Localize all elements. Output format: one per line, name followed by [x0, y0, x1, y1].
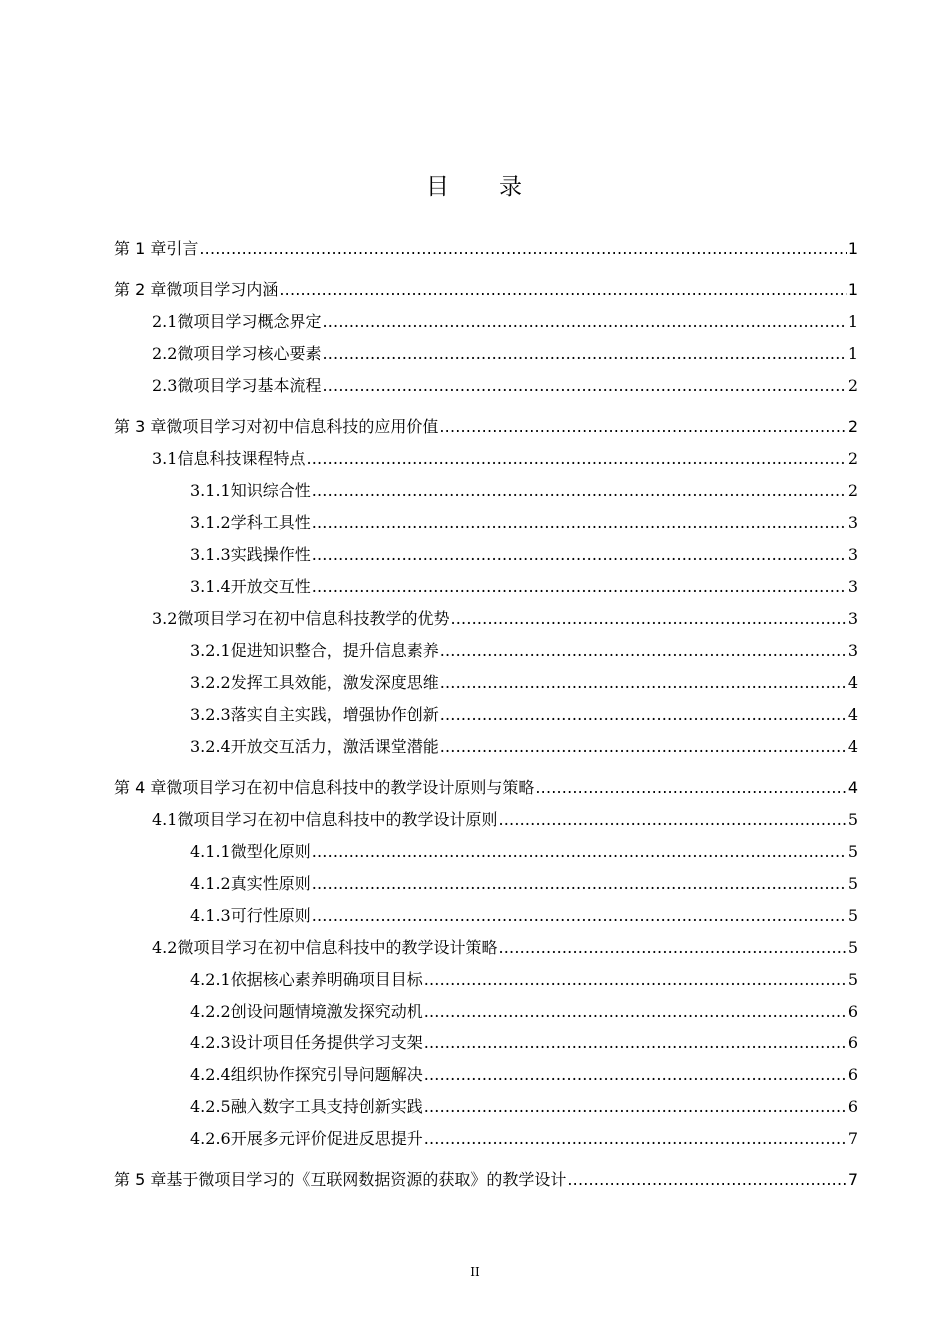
- toc-entry-number: 3.1.2: [190, 513, 231, 532]
- page-footer-number: II: [470, 1265, 480, 1279]
- toc-entry-label: 实践操作性: [230, 545, 311, 564]
- toc-entry-page-number: 3: [847, 609, 858, 628]
- toc-entry-sub[interactable]: [0, 479, 950, 503]
- toc-leader-dots: [312, 904, 847, 928]
- toc-entry-number: 4.2: [152, 938, 178, 957]
- toc-entry-page-number: 4: [847, 705, 858, 724]
- toc-entry-label: 组织协作探究引导问题解决: [230, 1065, 423, 1084]
- toc-entry-page-number: 2: [847, 376, 858, 395]
- toc-entry-page-number: 5: [847, 874, 858, 893]
- toc-leader-dots: [567, 1168, 846, 1192]
- toc-entry-number: 第 1 章: [114, 239, 167, 258]
- toc-entry-number: 3.2.1: [190, 641, 231, 660]
- toc-leader-dots: [322, 342, 846, 366]
- toc-entry-number: 第 5 章: [114, 1170, 167, 1189]
- toc-entry-label: 微项目学习在初中信息科技中的教学设计原则: [177, 810, 498, 829]
- toc-entry-sec[interactable]: [0, 936, 950, 960]
- toc-entry-page-number: 7: [847, 1170, 858, 1189]
- toc-leader-dots: [424, 1095, 847, 1119]
- toc-entry-label: 知识综合性: [230, 481, 311, 500]
- toc-entry-sub[interactable]: [0, 735, 950, 759]
- toc-entry-number: 4.1.2: [190, 874, 231, 893]
- toc-entry-label: 微项目学习核心要素: [177, 344, 322, 363]
- toc-entry-label: 可行性原则: [230, 906, 311, 925]
- toc-entry-label: 学科工具性: [230, 513, 311, 532]
- toc-entry-label: 设计项目任务提供学习支架: [230, 1033, 423, 1052]
- toc-entry-page-number: 5: [847, 810, 858, 829]
- toc-entry-page-number: 1: [847, 312, 858, 331]
- toc-entry-page-number: 5: [847, 938, 858, 957]
- toc-entry-label: 微项目学习内涵: [166, 280, 279, 299]
- toc-leader-dots: [312, 872, 847, 896]
- toc-entry-page-number: 1: [847, 344, 858, 363]
- toc-leader-dots: [440, 639, 847, 663]
- title-char-right: 录: [499, 174, 524, 200]
- toc-entry-page-number: 4: [847, 673, 858, 692]
- toc-entry-sec[interactable]: [0, 310, 950, 334]
- toc-entry-sec[interactable]: [0, 374, 950, 398]
- toc-leader-dots: [424, 1000, 847, 1024]
- toc-entry-number: 第 2 章: [114, 280, 167, 299]
- toc-entry-chapter[interactable]: [0, 1168, 950, 1192]
- toc-entry-label: 基于微项目学习的《互联网数据资源的获取》的教学设计: [166, 1170, 567, 1189]
- toc-entry-number: 4.1.1: [190, 842, 231, 861]
- toc-entry-sub[interactable]: [0, 511, 950, 535]
- toc-leader-dots: [279, 278, 846, 302]
- toc-entry-page-number: 3: [847, 545, 858, 564]
- toc-entry-number: 3.2.4: [190, 737, 231, 756]
- toc-entry-number: 4.2.3: [190, 1033, 231, 1052]
- toc-leader-dots: [439, 415, 846, 439]
- toc-entry-sec[interactable]: [0, 607, 950, 631]
- toc-entry-label: 微项目学习概念界定: [177, 312, 322, 331]
- toc-entry-sub[interactable]: [0, 840, 950, 864]
- toc-entry-number: 3.1.1: [190, 481, 231, 500]
- toc-entry-chapter[interactable]: [0, 415, 950, 439]
- toc-entry-label: 微项目学习基本流程: [177, 376, 322, 395]
- toc-entry-number: 第 3 章: [114, 417, 167, 436]
- toc-entry-label: 微项目学习在初中信息科技中的教学设计策略: [177, 938, 498, 957]
- toc-entry-number: 3.1: [152, 449, 178, 468]
- toc-entry-page-number: 3: [847, 577, 858, 596]
- toc-entry-sub[interactable]: [0, 872, 950, 896]
- toc-entry-number: 4.2.5: [190, 1097, 231, 1116]
- toc-entry-label: 微项目学习在初中信息科技中的教学设计原则与策略: [166, 778, 535, 797]
- toc-leader-dots: [306, 447, 846, 471]
- toc-entry-page-number: 1: [847, 239, 858, 258]
- toc-entry-label: 信息科技课程特点: [177, 449, 306, 468]
- toc-entry-sub[interactable]: [0, 1031, 950, 1055]
- toc-leader-dots: [440, 671, 847, 695]
- toc-entry-number: 2.3: [152, 376, 178, 395]
- toc-entry-page-number: 3: [847, 513, 858, 532]
- toc-entry-label: 微项目学习在初中信息科技教学的优势: [177, 609, 450, 628]
- toc-entry-label: 落实自主实践，增强协作创新: [230, 705, 439, 724]
- toc-entry-sec[interactable]: [0, 447, 950, 471]
- toc-entry-sub[interactable]: [0, 575, 950, 599]
- toc-leader-dots: [440, 703, 847, 727]
- toc-entry-page-number: 1: [847, 280, 858, 299]
- toc-entry-page-number: 6: [847, 1065, 858, 1084]
- toc-entry-label: 促进知识整合，提升信息素养: [230, 641, 439, 660]
- toc-entry-number: 4.2.6: [190, 1129, 231, 1148]
- toc-entry-sub[interactable]: [0, 1095, 950, 1119]
- toc-leader-dots: [322, 310, 846, 334]
- toc-entry-page-number: 7: [847, 1129, 858, 1148]
- toc-leader-dots: [312, 575, 847, 599]
- toc-entry-label: 开放交互活力，激活课堂潜能: [230, 737, 439, 756]
- toc-entry-sub[interactable]: [0, 543, 950, 567]
- toc-entry-page-number: 6: [847, 1033, 858, 1052]
- toc-entry-page-number: 2: [847, 449, 858, 468]
- toc-entry-page-number: 2: [847, 417, 858, 436]
- toc-entry-sub[interactable]: [0, 904, 950, 928]
- toc-entry-number: 4.2.2: [190, 1002, 231, 1021]
- toc-entry-sub[interactable]: [0, 671, 950, 695]
- toc-leader-dots: [440, 735, 847, 759]
- toc-leader-dots: [199, 237, 846, 261]
- toc-entry-number: 3.1.3: [190, 545, 231, 564]
- toc-entry-label: 创设问题情境激发探究动机: [230, 1002, 423, 1021]
- toc-leader-dots: [424, 1127, 847, 1151]
- title-char-left: 目: [426, 174, 451, 200]
- toc-entry-number: 2.1: [152, 312, 178, 331]
- toc-entry-page-number: 2: [847, 481, 858, 500]
- toc-entry-page-number: 5: [847, 842, 858, 861]
- toc-entry-sub[interactable]: [0, 1063, 950, 1087]
- toc-entry-number: 第 4 章: [114, 778, 167, 797]
- toc-leader-dots: [535, 776, 846, 800]
- toc-entry-sub[interactable]: [0, 639, 950, 663]
- toc-entry-page-number: 6: [847, 1097, 858, 1116]
- toc-entry-number: 4.1: [152, 810, 178, 829]
- toc-leader-dots: [424, 1063, 847, 1087]
- toc-leader-dots: [312, 840, 847, 864]
- toc-leader-dots: [312, 511, 847, 535]
- toc-entry-label: 开放交互性: [230, 577, 311, 596]
- toc-entry-label: 引言: [166, 239, 199, 258]
- toc-leader-dots: [450, 607, 846, 631]
- toc-entry-sub[interactable]: [0, 1127, 950, 1151]
- toc-entry-label: 发挥工具效能，激发深度思维: [230, 673, 439, 692]
- toc-leader-dots: [424, 1031, 847, 1055]
- toc-entry-number: 3.2: [152, 609, 178, 628]
- toc-entry-page-number: 5: [847, 906, 858, 925]
- toc-entry-label: 依据核心素养明确项目目标: [230, 970, 423, 989]
- toc-entry-page-number: 3: [847, 641, 858, 660]
- toc-entry-number: 2.2: [152, 344, 178, 363]
- toc-leader-dots: [312, 543, 847, 567]
- toc-entry-number: 3.2.3: [190, 705, 231, 724]
- toc-leader-dots: [498, 808, 846, 832]
- toc-entry-label: 真实性原则: [230, 874, 311, 893]
- toc-entry-sec[interactable]: [0, 342, 950, 366]
- toc-entry-sub[interactable]: [0, 968, 950, 992]
- toc-entry-sub[interactable]: [0, 703, 950, 727]
- toc-leader-dots: [312, 479, 847, 503]
- toc-entry-sub[interactable]: [0, 1000, 950, 1024]
- toc-entry-page-number: 4: [847, 778, 858, 797]
- toc-entry-label: 微项目学习对初中信息科技的应用价值: [166, 417, 439, 436]
- toc-entry-label: 融入数字工具支持创新实践: [230, 1097, 423, 1116]
- toc-entry-page-number: 4: [847, 737, 858, 756]
- toc-entry-number: 4.1.3: [190, 906, 231, 925]
- toc-entry-chapter[interactable]: [0, 237, 950, 261]
- toc-entry-page-number: 5: [847, 970, 858, 989]
- toc-entry-number: 3.2.2: [190, 673, 231, 692]
- toc-leader-dots: [498, 936, 846, 960]
- toc-entry-chapter[interactable]: [0, 278, 950, 302]
- toc-entry-page-number: 6: [847, 1002, 858, 1021]
- toc-leader-dots: [424, 968, 847, 992]
- toc-leader-dots: [322, 374, 846, 398]
- toc-entry-label: 开展多元评价促进反思提升: [230, 1129, 423, 1148]
- toc-entry-label: 微型化原则: [230, 842, 311, 861]
- toc-entry-number: 4.2.4: [190, 1065, 231, 1084]
- toc-entry-number: 4.2.1: [190, 970, 231, 989]
- toc-entry-number: 3.1.4: [190, 577, 231, 596]
- toc-entry-sec[interactable]: [0, 808, 950, 832]
- toc-entry-chapter[interactable]: [0, 776, 950, 800]
